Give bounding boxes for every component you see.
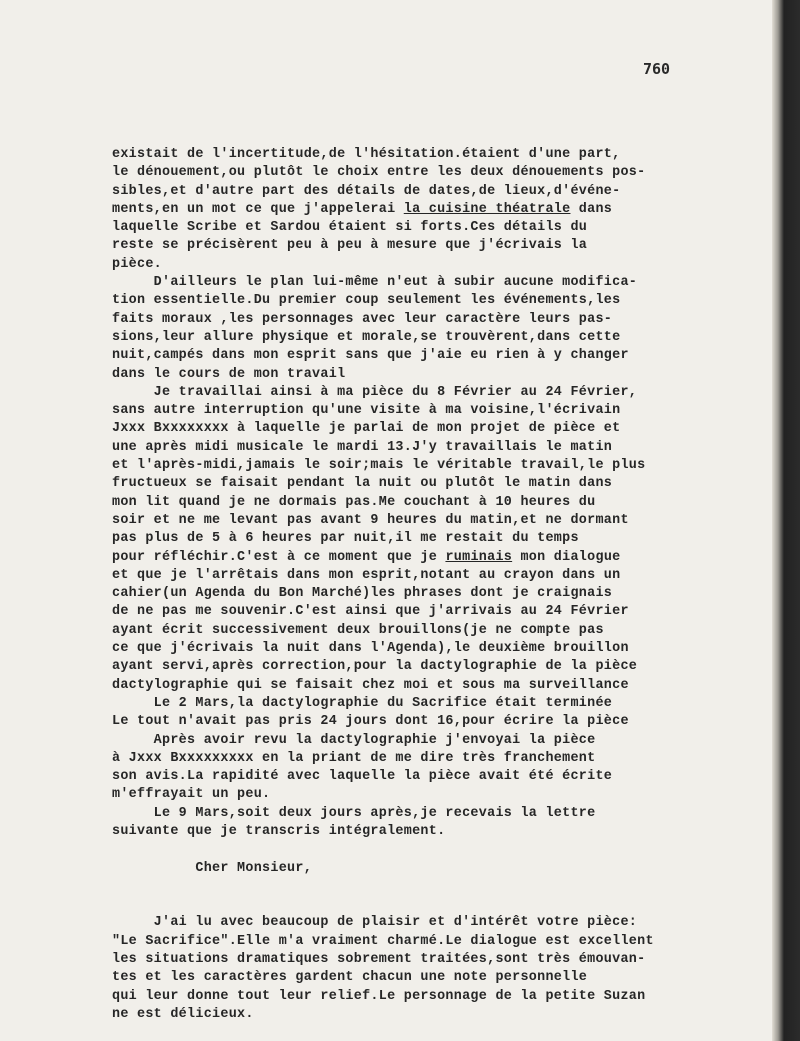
text-line: pièce. bbox=[112, 256, 163, 272]
text-line: existait de l'incertitude,de l'hésitation.étaient d'une part, bbox=[112, 147, 621, 162]
text-line: dans le cours de mon travail bbox=[112, 366, 346, 382]
text-line: Jxxx Bxxxxxxxx à laquelle je parlai de mon projet de pièce et bbox=[112, 421, 621, 437]
blank-line bbox=[112, 841, 760, 859]
text-line: Le 9 Mars,soit deux jours après,je recevais la lettre bbox=[112, 805, 596, 821]
text-line: pour réfléchir.C'est à ce moment que je ruminais mon dialogue bbox=[112, 549, 621, 565]
text-line: de ne pas me souvenir.C'est ainsi que j'arrivais au 24 Février bbox=[112, 604, 629, 620]
text-line: reste se précisèrent peu à peu à mesure que j'écrivais la bbox=[112, 238, 588, 254]
text-line: ce que j'écrivais la nuit dans l'Agenda),le deuxième brouillon bbox=[112, 641, 629, 657]
text-line: D'ailleurs le plan lui-même n'eut à subir aucune modifica- bbox=[112, 275, 638, 291]
text-line: Le tout n'avait pas pris 24 jours dont 16,pour écrire la pièce bbox=[112, 714, 629, 730]
text-line: Je travaillai ainsi à ma pièce du 8 Février au 24 Février, bbox=[112, 384, 638, 400]
text-line: ne est délicieux. bbox=[112, 1006, 254, 1022]
text-line: mon lit quand je ne dormais pas.Me couchant à 10 heures du bbox=[112, 494, 596, 510]
text-line: Le 2 Mars,la dactylographie du Sacrifice était terminée bbox=[112, 695, 613, 711]
page-number: 760 bbox=[643, 60, 671, 78]
text-line: suivante que je transcris intégralement. bbox=[112, 823, 446, 839]
text-line: une après midi musicale le mardi 13.J'y travaillais le matin bbox=[112, 439, 613, 455]
text-line: m'effrayait un peu. bbox=[112, 787, 271, 803]
text-line: sans autre interruption qu'une visite à ma voisine,l'écrivain bbox=[112, 403, 621, 419]
text-line: tes et les caractères gardent chacun une note personnelle bbox=[112, 970, 588, 986]
text-line: "Le Sacrifice".Elle m'a vraiment charmé.Le dialogue est excellent bbox=[112, 933, 654, 949]
text-line: Après avoir revu la dactylographie j'envoyai la pièce bbox=[112, 732, 596, 748]
underlined-text: ruminais bbox=[445, 549, 513, 565]
text-line: dactylographie qui se faisait chez moi et sous ma surveillance bbox=[112, 677, 629, 693]
typed-text-body bbox=[112, 146, 760, 1024]
text-line: ayant servi,après correction,pour la dactylographie de la pièce bbox=[112, 659, 638, 675]
text-line: son avis.La rapidité avec laquelle la pièce avait été écrite bbox=[112, 769, 613, 785]
text-line: tion essentielle.Du premier coup seulement les événements,les bbox=[112, 293, 621, 309]
text-line: le dénouement,ou plutôt le choix entre les deux dénouements pos- bbox=[112, 165, 646, 181]
text-line: et l'après-midi,jamais le soir;mais le véritable travail,le plus bbox=[112, 458, 646, 474]
text-line: soir et ne me levant pas avant 9 heures du matin,et ne dormant bbox=[112, 512, 629, 528]
text-line: sions,leur allure physique et morale,se trouvèrent,dans cette bbox=[112, 329, 621, 345]
text-line: et que je l'arrêtais dans mon esprit,notant au crayon dans un bbox=[112, 567, 621, 583]
text-line: pas plus de 5 à 6 heures par nuit,il me restait du temps bbox=[112, 531, 579, 547]
text-line: nuit,campés dans mon esprit sans que j'aie eu rien à y changer bbox=[112, 348, 629, 364]
text-line: qui leur donne tout leur relief.Le personnage de la petite Suzan bbox=[112, 988, 646, 1004]
text-line: J'ai lu avec beaucoup de plaisir et d'intérêt votre pièce: bbox=[112, 915, 638, 931]
text-line: laquelle Scribe et Sardou étaient si forts.Ces détails du bbox=[112, 220, 588, 236]
text-line: sibles,et d'autre part des détails de dates,de lieux,d'événe- bbox=[112, 183, 621, 199]
scan-edge bbox=[772, 0, 800, 1041]
blank-line bbox=[112, 878, 760, 896]
text-line: ayant écrit successivement deux brouillons(je ne compte pas bbox=[112, 622, 604, 638]
blank-line bbox=[112, 896, 760, 914]
text-line: Cher Monsieur, bbox=[112, 860, 313, 876]
text-line: cahier(un Agenda du Bon Marché)les phrases dont je craignais bbox=[112, 586, 613, 602]
text-line: ments,en un mot ce que j'appelerai la cuisine théatrale dans bbox=[112, 201, 613, 217]
text-line: fructueux se faisait pendant la nuit ou plutôt le matin dans bbox=[112, 476, 613, 492]
underlined-text: la cuisine théatrale bbox=[403, 201, 571, 217]
text-line: à Jxxx Bxxxxxxxxx en la priant de me dire très franchement bbox=[112, 750, 596, 766]
text-line: faits moraux ,les personnages avec leur caractère leurs pas- bbox=[112, 311, 613, 327]
text-line: les situations dramatiques sobrement traitées,sont très émouvan- bbox=[112, 952, 646, 968]
